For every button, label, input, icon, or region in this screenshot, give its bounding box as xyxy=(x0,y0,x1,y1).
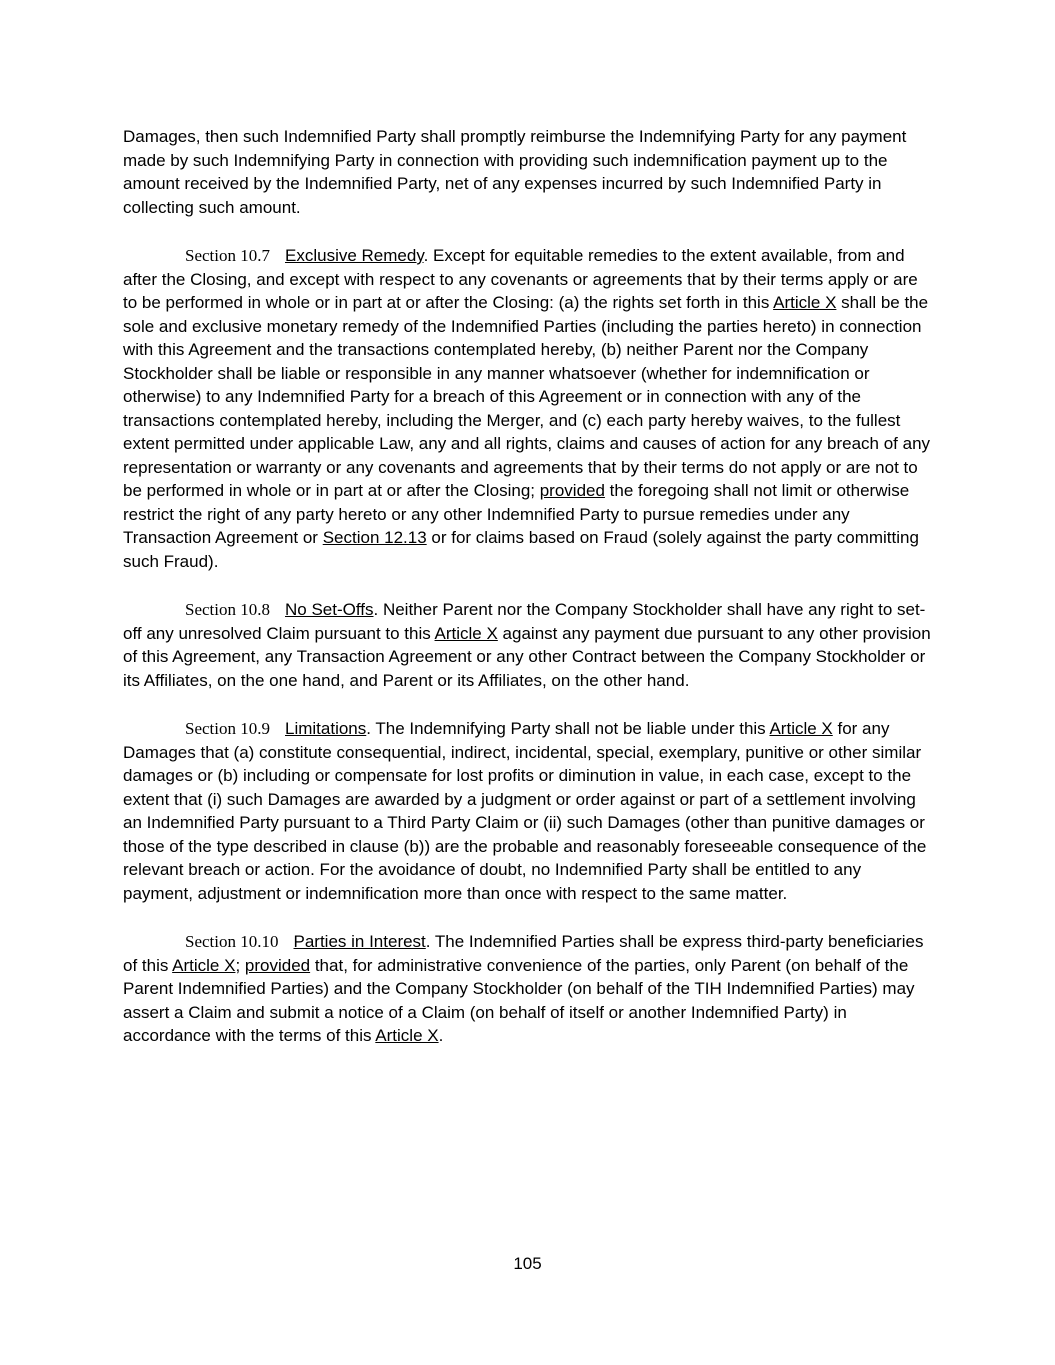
text-segment: . Except for equitable remedies to the extent available, from and after the Closing, and except with respect to any covenants or agreements that by their terms apply or are to be performed in whole or in part at or after the Closing: (a) the rights set forth in this xyxy=(123,246,918,312)
text-segment: shall be the sole and exclusive monetary remedy of the Indemnified Parties (including the parties hereto) in connection with this Agreement and the transactions contemplated hereby, (b) neither Parent nor the Company Stockholder shall be liable or responsible in any manner whatsoever (whether for indemnification or otherwise) to any Indemnified Party for a breach of this Agreement or in connection with any of the transactions contemplated hereby, including the Merger, and (c) each party hereby waives, to the fullest extent permitted under applicable Law, any and all rights, claims and causes of action for any breach of any representation or warranty or any covenants and agreements that by their terms do not apply or are not to be performed in whole or in part at or after the Closing; xyxy=(123,293,931,500)
underlined-term: provided xyxy=(539,481,605,500)
text-segment: Damages, then such Indemnified Party shall promptly reimburse the Indemnifying Party for any payment made by such Indemnifying Party in connection with providing such indemnification payment up to the amount received by the Indemnified Party, net of any expenses incurred by such Indemnified Party in collecting such amount. xyxy=(123,127,907,217)
underlined-term: Parties in Interest xyxy=(293,932,426,951)
text-segment: the foregoing shall not limit or otherwise restrict the right of any party hereto or any other Indemnified Party to pursue remedies under any Transaction Agreement or xyxy=(123,481,910,547)
text-segment: against any payment due pursuant to any other provision of this Agreement, any Transaction Agreement or any other Contract between the Company Stockholder or its Affiliates, on the one hand, and Parent or its Affiliates, on the other hand. xyxy=(123,623,931,690)
underlined-term: No Set-Offs xyxy=(285,600,374,619)
underlined-term: Article X xyxy=(375,1026,439,1045)
underlined-term: Article X xyxy=(773,293,837,312)
text-segment: . xyxy=(438,1026,444,1045)
document-body xyxy=(123,125,935,1048)
text-segment: or for claims based on Fraud (solely against the party committing such Fraud). xyxy=(123,528,919,571)
section-label: Section 10.7 xyxy=(185,246,270,265)
text-segment: . The Indemnifying Party shall not be liable under this xyxy=(366,719,770,738)
underlined-term: Article X xyxy=(434,623,498,643)
text-segment: . The Indemnified Parties shall be express third-party beneficiaries of this xyxy=(123,932,924,975)
underlined-term: Section 12.13 xyxy=(322,528,427,547)
section-10-10 xyxy=(123,930,935,1048)
underlined-term: Article X xyxy=(769,719,833,738)
section-label: Section 10.9 xyxy=(185,719,270,738)
text-segment: for any Damages that (a) constitute consequential, indirect, incidental, special, exemplary, punitive or other similar damages or (b) including or compensate for lost profits or diminution in value, in each case, except to the extent that (i) such Damages are awarded by a judgment or order against or part of a settlement involving an Indemnified Party pursuant to a Third Party Claim or (ii) such Damages (other than punitive damages or those of the type described in clause (b)) are the probable and reasonably foreseeable consequence of the relevant breach or action. For the avoidance of doubt, no Indemnified Party shall be entitled to any payment, adjustment or indemnification more than once with respect to the same matter. xyxy=(123,719,927,903)
underlined-term: Limitations xyxy=(285,719,367,738)
section-label: Section 10.10 xyxy=(185,932,279,951)
text-segment: . Neither Parent nor the Company Stockholder shall have any right to set-off any unresolved Claim pursuant to this xyxy=(123,600,926,643)
text-segment: ; xyxy=(235,955,245,975)
section-10-8 xyxy=(123,598,935,692)
underlined-term: Exclusive Remedy xyxy=(285,246,424,265)
underlined-term: provided xyxy=(244,955,311,975)
text-segment: that, for administrative convenience of the parties, only Parent (on behalf of the Parent Indemnified Parties) and the Company Stockholder (on behalf of the TIH Indemnified Parties) may assert a Claim and submit a notice of a Claim (on behalf of itself or another Indemnified Party) in accordance with the terms of this xyxy=(123,955,915,1045)
section-10-9 xyxy=(123,717,935,905)
underlined-term: Article X xyxy=(172,955,236,975)
section-10-7 xyxy=(123,244,935,573)
continuation-paragraph xyxy=(123,125,935,219)
section-label: Section 10.8 xyxy=(185,600,270,619)
page-number: 105 xyxy=(513,1254,542,1273)
